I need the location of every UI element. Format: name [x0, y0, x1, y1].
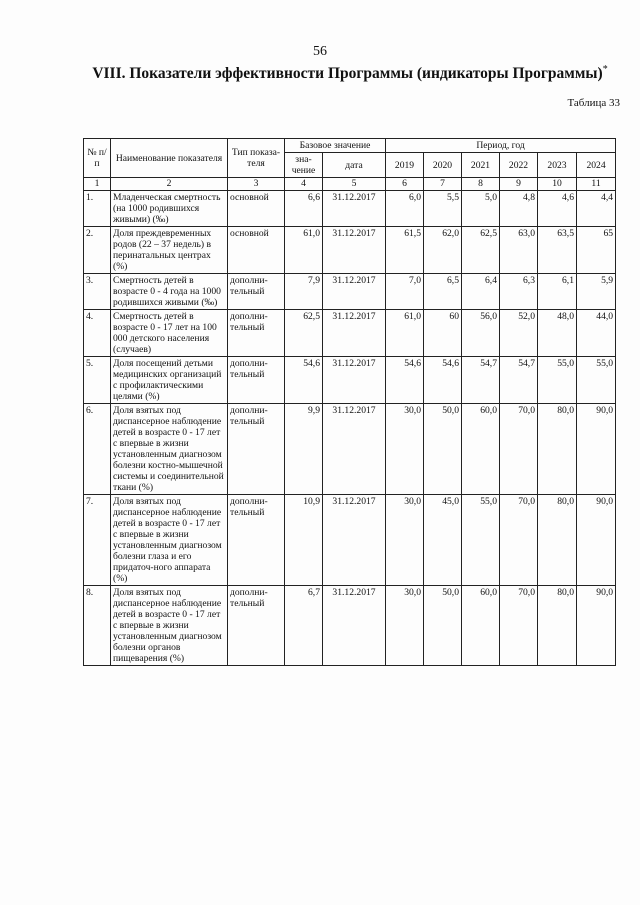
base-value: 62,5: [285, 310, 323, 357]
footnote-mark: *: [602, 64, 608, 75]
year-value: 30,0: [386, 404, 424, 495]
year-value: 7,0: [386, 274, 424, 310]
year-value: 6,1: [538, 274, 577, 310]
column-number: 6: [386, 178, 424, 191]
year-value: 45,0: [424, 495, 462, 586]
year-value: 54,7: [500, 357, 538, 404]
row-number: 6.: [84, 404, 111, 495]
indicator-type: дополни-тельный: [228, 310, 285, 357]
column-number: 5: [323, 178, 386, 191]
base-date: 31.12.2017: [323, 495, 386, 586]
base-value: 10,9: [285, 495, 323, 586]
header-base-value: зна-чение: [285, 153, 323, 178]
header-year: 2020: [424, 153, 462, 178]
header-period: Период, год: [386, 139, 616, 153]
row-number: 7.: [84, 495, 111, 586]
table-row: [84, 310, 616, 357]
indicator-name: Доля взятых под диспансерное наблюдение детей в возрасте 0 - 17 лет с впервые в жизни установленным диагнозом болезни органов пищеварения (%): [111, 586, 228, 666]
column-number: 3: [228, 178, 285, 191]
row-number: 3.: [84, 274, 111, 310]
table-row: [84, 404, 616, 495]
table-row: [84, 495, 616, 586]
year-value: 55,0: [577, 357, 616, 404]
indicator-type: дополни-тельный: [228, 404, 285, 495]
column-number: 10: [538, 178, 577, 191]
base-date: 31.12.2017: [323, 310, 386, 357]
year-value: 54,6: [386, 357, 424, 404]
year-value: 90,0: [577, 495, 616, 586]
year-value: 55,0: [538, 357, 577, 404]
column-number: 1: [84, 178, 111, 191]
year-value: 50,0: [424, 404, 462, 495]
year-value: 62,0: [424, 227, 462, 274]
year-value: 56,0: [462, 310, 500, 357]
year-value: 6,0: [386, 191, 424, 227]
year-value: 65: [577, 227, 616, 274]
base-date: 31.12.2017: [323, 191, 386, 227]
indicator-name: Доля преждевременных родов (22 – 37 недель) в перинатальных центрах (%): [111, 227, 228, 274]
base-date: 31.12.2017: [323, 357, 386, 404]
year-value: 61,0: [386, 310, 424, 357]
header-year: 2023: [538, 153, 577, 178]
header-name: Наименование показателя: [111, 139, 228, 178]
header-year: 2024: [577, 153, 616, 178]
table-row: [84, 274, 616, 310]
indicator-type: дополни-тельный: [228, 274, 285, 310]
year-value: 90,0: [577, 586, 616, 666]
year-value: 55,0: [462, 495, 500, 586]
header-type: Тип показа-теля: [228, 139, 285, 178]
table-caption: Таблица 33: [567, 97, 620, 109]
year-value: 30,0: [386, 495, 424, 586]
row-number: 5.: [84, 357, 111, 404]
year-value: 80,0: [538, 404, 577, 495]
table-row: [84, 586, 616, 666]
base-value: 6,7: [285, 586, 323, 666]
year-value: 6,3: [500, 274, 538, 310]
year-value: 70,0: [500, 586, 538, 666]
base-date: 31.12.2017: [323, 586, 386, 666]
indicator-type: основной: [228, 191, 285, 227]
section-title: [0, 64, 640, 83]
header-num: № п/п: [84, 139, 111, 178]
header-year: 2019: [386, 153, 424, 178]
column-number: 11: [577, 178, 616, 191]
page-number: 56: [313, 44, 327, 59]
column-number: 4: [285, 178, 323, 191]
year-value: 5,0: [462, 191, 500, 227]
year-value: 80,0: [538, 586, 577, 666]
base-value: 9,9: [285, 404, 323, 495]
base-value: 54,6: [285, 357, 323, 404]
indicator-name: Смертность детей в возрасте 0 - 4 года на 1000 родившихся живыми (‰): [111, 274, 228, 310]
table-row: [84, 227, 616, 274]
indicator-name: Младенческая смертность (на 1000 родившихся живыми) (‰): [111, 191, 228, 227]
year-value: 90,0: [577, 404, 616, 495]
year-value: 52,0: [500, 310, 538, 357]
header-base-date: дата: [323, 153, 386, 178]
year-value: 80,0: [538, 495, 577, 586]
year-value: 5,9: [577, 274, 616, 310]
base-date: 31.12.2017: [323, 404, 386, 495]
row-number: 2.: [84, 227, 111, 274]
indicator-name: Смертность детей в возрасте 0 - 17 лет на 100 000 детского населения (случаев): [111, 310, 228, 357]
year-value: 62,5: [462, 227, 500, 274]
column-number-row: [84, 178, 616, 191]
row-number: 8.: [84, 586, 111, 666]
year-value: 54,7: [462, 357, 500, 404]
row-number: 1.: [84, 191, 111, 227]
header-base: Базовое значение: [285, 139, 386, 153]
year-value: 44,0: [577, 310, 616, 357]
indicator-name: Доля взятых под диспансерное наблюдение детей в возрасте 0 - 17 лет с впервые в жизни установленным диагнозом болезни костно-мышечной системы и соединительной ткани (%): [111, 404, 228, 495]
indicators-table: [83, 138, 616, 666]
base-value: 6,6: [285, 191, 323, 227]
year-value: 70,0: [500, 404, 538, 495]
year-value: 30,0: [386, 586, 424, 666]
section-title-text: VIII. Показатели эффективности Программы (индикаторы Программы): [92, 65, 603, 83]
year-value: 4,4: [577, 191, 616, 227]
indicator-type: дополни-тельный: [228, 495, 285, 586]
year-value: 4,8: [500, 191, 538, 227]
base-value: 7,9: [285, 274, 323, 310]
header-year: 2022: [500, 153, 538, 178]
year-value: 60: [424, 310, 462, 357]
indicator-name: Доля взятых под диспансерное наблюдение детей в возрасте 0 - 17 лет с впервые в жизни установленным диагнозом болезни глаза и его придаточ-ного аппарата (%): [111, 495, 228, 586]
header-year: 2021: [462, 153, 500, 178]
column-number: 8: [462, 178, 500, 191]
year-value: 48,0: [538, 310, 577, 357]
year-value: 70,0: [500, 495, 538, 586]
base-date: 31.12.2017: [323, 227, 386, 274]
row-number: 4.: [84, 310, 111, 357]
year-value: 6,5: [424, 274, 462, 310]
indicator-name: Доля посещений детьми медицинских организаций с профилактическими целями (%): [111, 357, 228, 404]
year-value: 60,0: [462, 404, 500, 495]
year-value: 60,0: [462, 586, 500, 666]
year-value: 61,5: [386, 227, 424, 274]
year-value: 63,0: [500, 227, 538, 274]
year-value: 5,5: [424, 191, 462, 227]
indicator-type: дополни-тельный: [228, 586, 285, 666]
column-number: 9: [500, 178, 538, 191]
year-value: 6,4: [462, 274, 500, 310]
indicator-type: дополни-тельный: [228, 357, 285, 404]
year-value: 50,0: [424, 586, 462, 666]
year-value: 4,6: [538, 191, 577, 227]
year-value: 54,6: [424, 357, 462, 404]
base-date: 31.12.2017: [323, 274, 386, 310]
column-number: 7: [424, 178, 462, 191]
column-number: 2: [111, 178, 228, 191]
indicator-type: основной: [228, 227, 285, 274]
table-row: [84, 357, 616, 404]
table-row: [84, 191, 616, 227]
base-value: 61,0: [285, 227, 323, 274]
year-value: 63,5: [538, 227, 577, 274]
